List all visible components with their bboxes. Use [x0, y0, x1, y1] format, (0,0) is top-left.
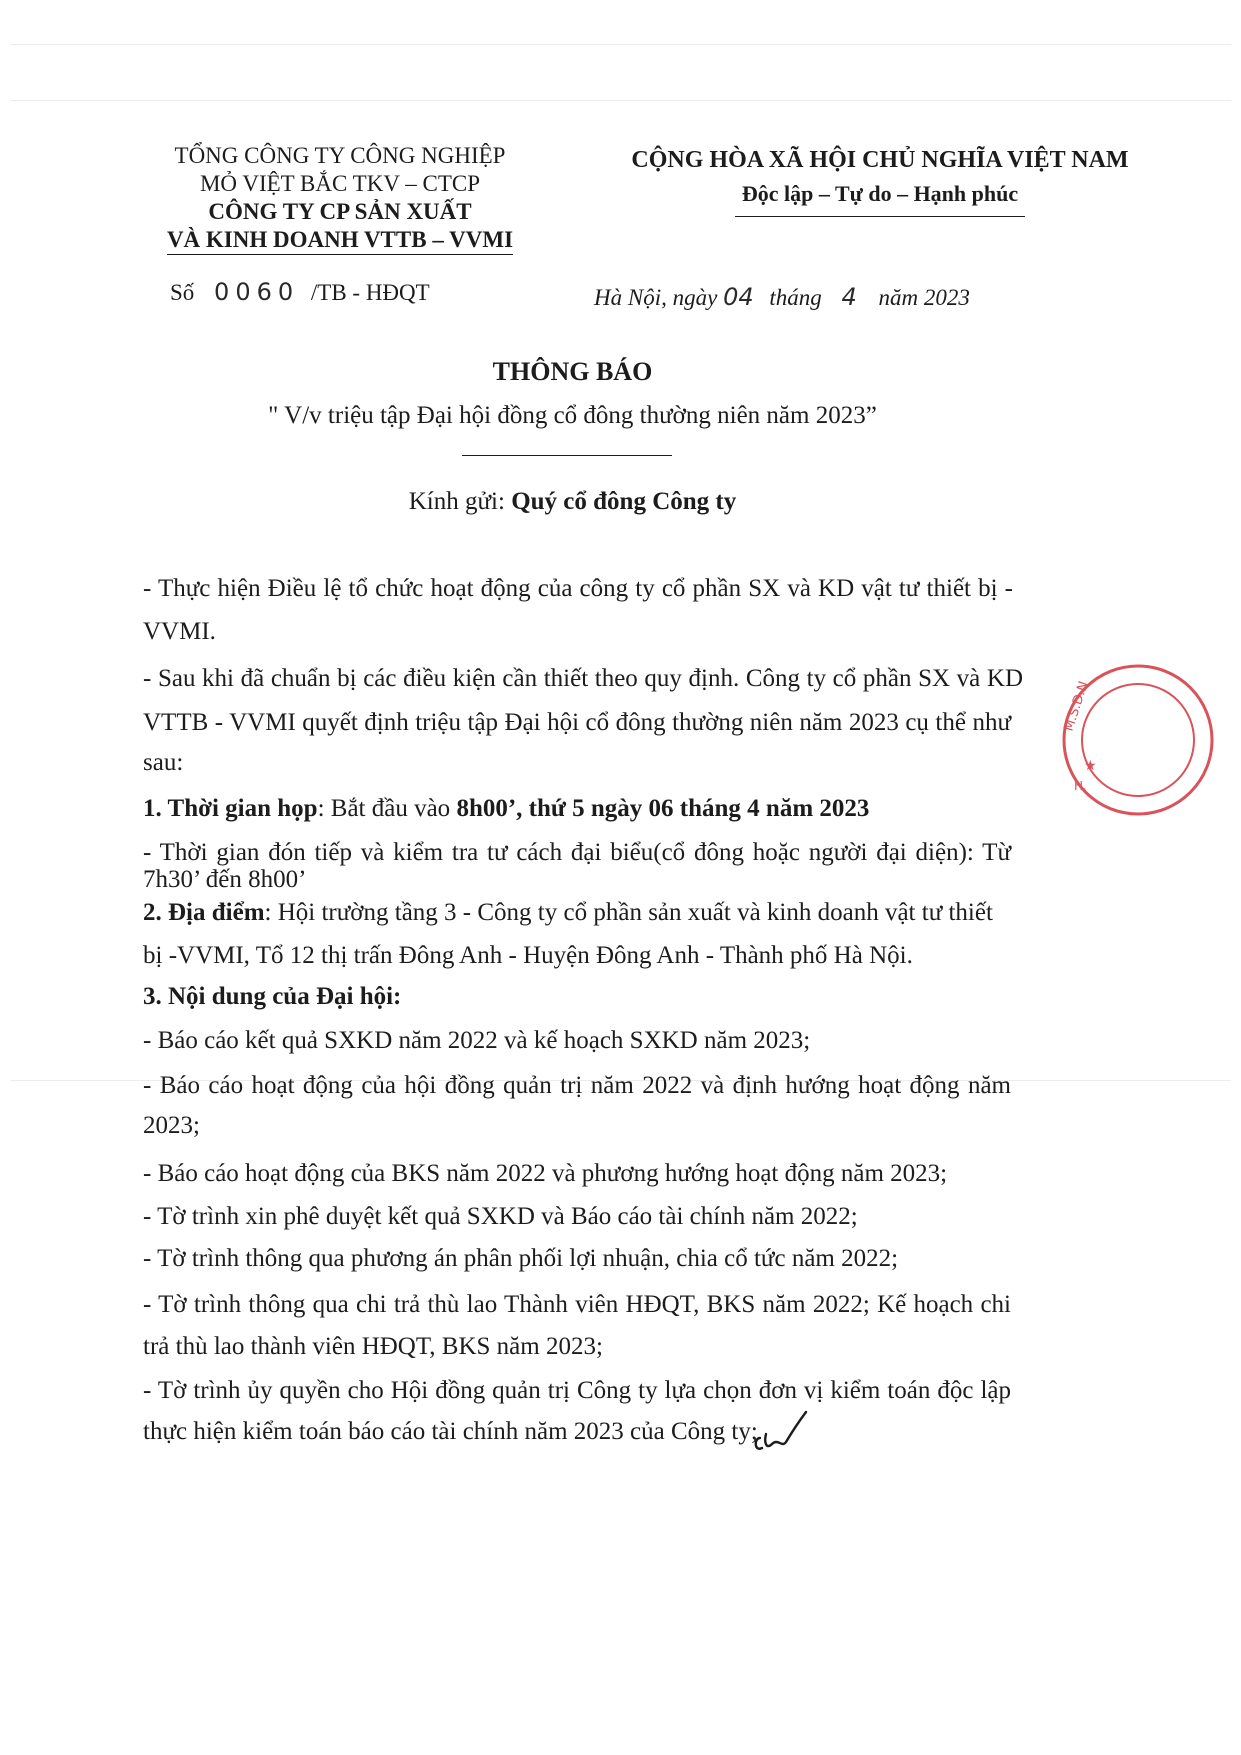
date-month-label: tháng: [769, 285, 822, 310]
agenda-item: - Tờ trình thông qua phương án phân phối lợi nhuận, chia cổ tức năm 2022;: [143, 1245, 899, 1272]
section-time-text: : Bắt đầu vào: [317, 795, 457, 822]
body-line: bị -VVMI, Tổ 12 thị trấn Đông Anh - Huyện Đông Anh - Thành phố Hà Nội.: [143, 942, 913, 969]
svg-text:H.: H.: [1074, 779, 1087, 793]
body-line: VVMI.: [143, 618, 216, 645]
section-time-value: 8h00’, thứ 5 ngày 06 tháng 4 năm 2023: [456, 795, 870, 822]
body-line: VTTB - VVMI quyết định triệu tập Đại hội cổ đông thường niên năm 2023 cụ thể như: [143, 709, 1011, 736]
agenda-item: thực hiện kiểm toán báo cáo tài chính năm 2023 của Công ty;: [143, 1418, 758, 1445]
document-subtitle: " V/v triệu tập Đại hội đồng cổ đông thường niên năm 2023”: [268, 402, 877, 429]
motto: Độc lập – Tự do – Hạnh phúc: [741, 181, 1019, 206]
salutation-recipient: Quý cổ đông Công ty: [511, 488, 737, 515]
date-place: Hà Nội, ngày: [594, 285, 718, 310]
body-line: - Thời gian đón tiếp và kiểm tra tư cách đại biểu(cổ đông hoặc người đại diện): Từ: [143, 839, 1011, 866]
svg-text:★: ★: [1084, 758, 1097, 774]
doc-number-handwritten: 0060: [214, 278, 300, 306]
section-location-label: 2. Địa điểm: [143, 899, 265, 926]
agenda-item: - Báo cáo hoạt động của BKS năm 2022 và phương hướng hoạt động năm 2023;: [143, 1160, 948, 1187]
document-body: [143, 0, 1133, 1755]
handwritten-initial-mark: [752, 1408, 812, 1454]
agenda-item: - Tờ trình ủy quyền cho Hội đồng quản trị Công ty lựa chọn đơn vị kiểm toán độc lập: [143, 1377, 1011, 1404]
body-line: - Thực hiện Điều lệ tổ chức hoạt động của công ty cổ phần SX và KD vật tư thiết bị -: [143, 575, 1013, 602]
section-time: [143, 795, 869, 823]
document-title: THÔNG BÁO: [492, 357, 653, 386]
agenda-item: trả thù lao thành viên HĐQT, BKS năm 2023;: [143, 1333, 603, 1360]
agenda-item: 2023;: [143, 1112, 200, 1139]
date-year: năm 2023: [878, 285, 970, 310]
section-location: [143, 899, 1011, 927]
doc-number-suffix: /TB - HĐQT: [310, 280, 430, 305]
body-line: 7h30’ đến 8h00’: [143, 866, 307, 893]
agenda-item: - Tờ trình thông qua chi trả thù lao Thành viên HĐQT, BKS năm 2022; Kế hoạch chi: [143, 1291, 1011, 1318]
country-name: CỘNG HÒA XÃ HỘI CHỦ NGHĨA VIỆT NAM: [631, 147, 1129, 173]
issuer-parent-line2: MỎ VIỆT BẮC TKV – CTCP: [199, 171, 481, 196]
agenda-item: - Báo cáo kết quả SXKD năm 2022 và kế hoạch SXKD năm 2023;: [143, 1027, 811, 1054]
svg-text:M.S.D.N: M.S.D.N: [1061, 679, 1092, 734]
date-day-handwritten: 04: [723, 283, 754, 311]
issuer-parent-line1: TỔNG CÔNG TY CÔNG NGHIỆP: [174, 143, 506, 168]
doc-number-prefix: Số: [170, 280, 195, 305]
section-location-text: : Hội trường tầng 3 - Công ty cổ phần sản xuất và kinh doanh vật tư thiết: [264, 899, 993, 926]
section-time-label: 1. Thời gian họp: [143, 795, 318, 822]
agenda-item: - Báo cáo hoạt động của hội đồng quản trị năm 2022 và định hướng hoạt động năm: [143, 1072, 1011, 1099]
issuer-company-line1: CÔNG TY CP SẢN XUẤT: [208, 199, 472, 224]
agenda-item: - Tờ trình xin phê duyệt kết quả SXKD và Báo cáo tài chính năm 2022;: [143, 1203, 858, 1230]
salutation-prefix: Kính gửi:: [408, 488, 505, 515]
section-agenda-label: 3. Nội dung của Đại hội:: [143, 983, 402, 1010]
date-month-handwritten: 4: [841, 283, 857, 311]
issuer-company-line2: VÀ KINH DOANH VTTB – VVMI: [167, 226, 513, 255]
body-line: sau:: [143, 749, 184, 776]
company-seal-stamp: [1058, 660, 1241, 820]
body-line: - Sau khi đã chuẩn bị các điều kiện cần thiết theo quy định. Công ty cổ phần SX và KD: [143, 665, 1023, 692]
